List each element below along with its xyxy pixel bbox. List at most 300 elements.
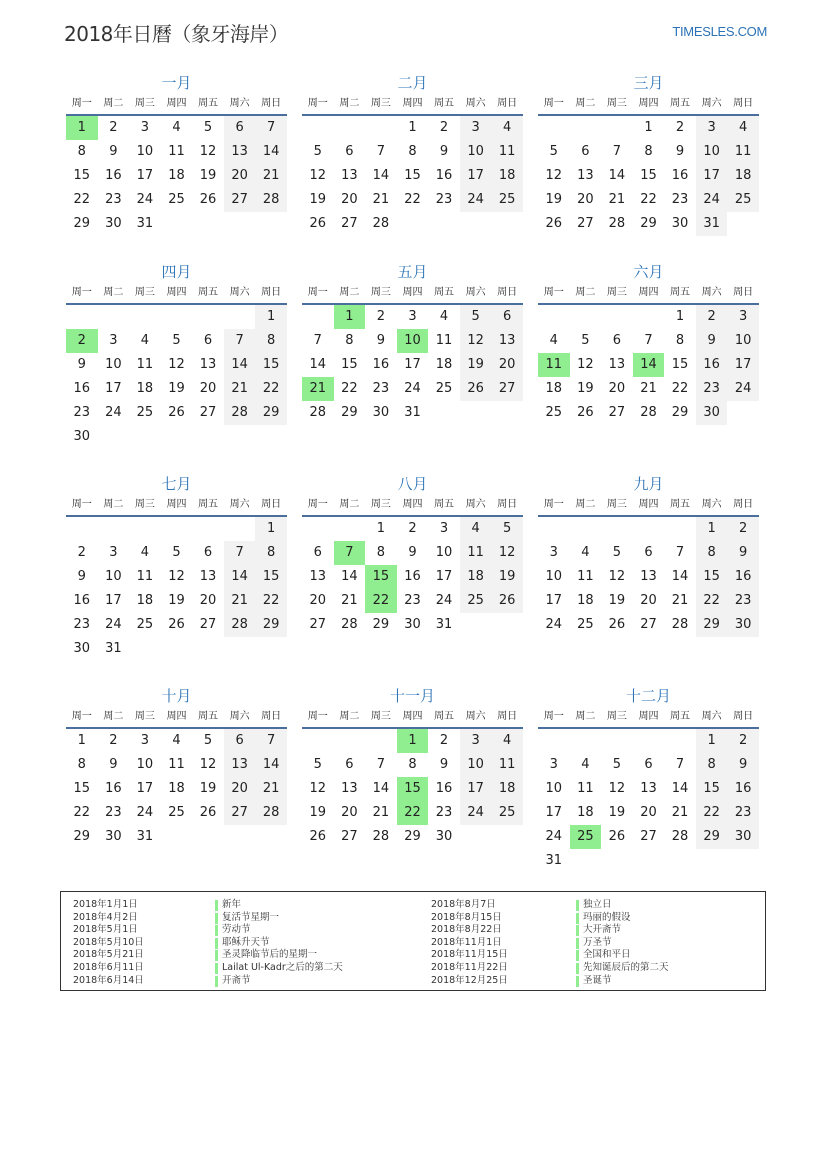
day-cell[interactable]: 21 [372, 805, 390, 820]
day-cell[interactable]: 11 [491, 140, 523, 164]
day-cell[interactable]: 6 [644, 545, 653, 560]
day-cell[interactable]: 8 [696, 541, 728, 565]
day-cell[interactable]: 23 [73, 405, 91, 420]
day-cell[interactable]: 12 [460, 329, 492, 353]
day-cell[interactable]: 26 [168, 405, 185, 420]
day-cell[interactable]: 14 [255, 140, 287, 164]
day-cell-holiday[interactable]: 21 [302, 377, 334, 401]
day-cell[interactable]: 8 [77, 757, 86, 772]
day-cell[interactable]: 17 [136, 168, 154, 183]
day-cell[interactable]: 23 [696, 377, 728, 401]
day-cell[interactable]: 18 [168, 781, 185, 796]
day-cell[interactable]: 28 [671, 617, 689, 632]
day-cell[interactable]: 11 [435, 333, 453, 348]
day-cell[interactable]: 10 [460, 753, 492, 777]
day-cell[interactable]: 10 [435, 545, 453, 560]
day-cell[interactable]: 3 [408, 309, 417, 324]
day-cell[interactable]: 16 [671, 168, 689, 183]
day-cell[interactable]: 28 [255, 801, 287, 825]
day-cell[interactable]: 9 [408, 545, 417, 560]
day-cell[interactable]: 3 [460, 116, 492, 140]
day-cell[interactable]: 23 [404, 593, 421, 608]
day-cell[interactable]: 13 [608, 357, 626, 372]
day-cell[interactable]: 21 [671, 593, 689, 608]
day-cell[interactable]: 27 [491, 377, 523, 401]
day-cell[interactable]: 21 [608, 192, 626, 207]
day-cell[interactable]: 17 [696, 164, 728, 188]
day-cell[interactable]: 16 [73, 593, 91, 608]
day-cell[interactable]: 9 [439, 757, 449, 772]
day-cell[interactable]: 31 [435, 617, 453, 632]
day-cell[interactable]: 23 [671, 192, 689, 207]
day-cell[interactable]: 11 [136, 357, 154, 372]
day-cell[interactable]: 26 [491, 589, 523, 613]
day-cell[interactable]: 27 [640, 617, 657, 632]
day-cell[interactable]: 23 [105, 192, 122, 207]
day-cell[interactable]: 19 [545, 192, 563, 207]
day-cell[interactable]: 14 [224, 565, 256, 589]
day-cell[interactable]: 1 [696, 517, 728, 541]
day-cell[interactable]: 17 [435, 569, 453, 584]
day-cell[interactable]: 2 [408, 521, 417, 536]
day-cell[interactable]: 3 [109, 333, 118, 348]
day-cell[interactable]: 4 [581, 757, 590, 772]
day-cell[interactable]: 6 [203, 545, 213, 560]
day-cell[interactable]: 1 [408, 120, 417, 135]
day-cell[interactable]: 27 [341, 216, 358, 231]
day-cell[interactable]: 19 [199, 168, 217, 183]
day-cell[interactable]: 26 [608, 617, 626, 632]
day-cell[interactable]: 15 [696, 565, 728, 589]
day-cell[interactable]: 23 [435, 192, 453, 207]
day-cell[interactable]: 26 [545, 216, 563, 231]
day-cell[interactable]: 17 [727, 353, 759, 377]
day-cell[interactable]: 20 [199, 381, 217, 396]
site-brand-logo[interactable]: TIMESLES.COM [672, 24, 767, 39]
day-cell[interactable]: 14 [372, 781, 390, 796]
day-cell[interactable]: 25 [460, 589, 492, 613]
day-cell[interactable]: 19 [608, 805, 626, 820]
day-cell[interactable]: 5 [460, 305, 492, 329]
day-cell[interactable]: 3 [140, 733, 150, 748]
day-cell[interactable]: 27 [341, 829, 358, 844]
day-cell[interactable]: 22 [696, 589, 728, 613]
day-cell[interactable]: 2 [727, 517, 759, 541]
day-cell[interactable]: 15 [255, 353, 287, 377]
day-cell[interactable]: 17 [105, 593, 122, 608]
day-cell[interactable]: 5 [612, 757, 622, 772]
day-cell[interactable]: 22 [671, 381, 689, 396]
day-cell[interactable]: 10 [696, 140, 728, 164]
day-cell[interactable]: 20 [640, 593, 657, 608]
day-cell[interactable]: 2 [439, 120, 449, 135]
day-cell[interactable]: 25 [435, 381, 453, 396]
day-cell[interactable]: 29 [640, 216, 657, 231]
day-cell[interactable]: 29 [404, 829, 421, 844]
day-cell-holiday[interactable]: 2 [66, 329, 98, 353]
day-cell[interactable]: 17 [545, 805, 563, 820]
day-cell[interactable]: 6 [491, 305, 523, 329]
day-cell[interactable]: 15 [671, 357, 689, 372]
day-cell[interactable]: 21 [640, 381, 657, 396]
day-cell-holiday[interactable]: 1 [66, 116, 98, 140]
day-cell[interactable]: 7 [675, 757, 685, 772]
day-cell[interactable]: 11 [136, 569, 154, 584]
day-cell[interactable]: 29 [372, 617, 390, 632]
day-cell[interactable]: 2 [696, 305, 728, 329]
day-cell[interactable]: 30 [435, 829, 453, 844]
day-cell[interactable]: 9 [675, 144, 685, 159]
day-cell[interactable]: 8 [644, 144, 653, 159]
day-cell[interactable]: 26 [309, 216, 327, 231]
day-cell[interactable]: 5 [172, 333, 181, 348]
day-cell[interactable]: 20 [640, 805, 657, 820]
day-cell[interactable]: 10 [545, 781, 563, 796]
day-cell[interactable]: 18 [136, 593, 154, 608]
day-cell[interactable]: 8 [255, 329, 287, 353]
day-cell[interactable]: 30 [727, 825, 759, 849]
day-cell[interactable]: 2 [439, 733, 449, 748]
day-cell-holiday[interactable]: 1 [334, 305, 366, 329]
day-cell[interactable]: 17 [460, 777, 492, 801]
day-cell[interactable]: 2 [675, 120, 685, 135]
day-cell[interactable]: 29 [696, 613, 728, 637]
day-cell[interactable]: 29 [73, 829, 91, 844]
day-cell[interactable]: 10 [105, 357, 122, 372]
day-cell[interactable]: 5 [203, 733, 213, 748]
day-cell[interactable]: 31 [404, 405, 421, 420]
day-cell[interactable]: 31 [105, 641, 122, 656]
day-cell[interactable]: 4 [491, 729, 523, 753]
day-cell[interactable]: 28 [671, 829, 689, 844]
day-cell[interactable]: 24 [460, 801, 492, 825]
day-cell[interactable]: 13 [577, 168, 594, 183]
day-cell[interactable]: 29 [671, 405, 689, 420]
day-cell[interactable]: 3 [140, 120, 150, 135]
day-cell[interactable]: 31 [545, 853, 563, 868]
day-cell[interactable]: 26 [168, 617, 185, 632]
day-cell[interactable]: 18 [577, 805, 594, 820]
day-cell[interactable]: 30 [671, 216, 689, 231]
day-cell[interactable]: 14 [671, 569, 689, 584]
day-cell[interactable]: 18 [491, 164, 523, 188]
day-cell-holiday[interactable]: 10 [397, 329, 429, 353]
day-cell[interactable]: 12 [545, 168, 563, 183]
day-cell[interactable]: 10 [136, 757, 154, 772]
day-cell[interactable]: 11 [727, 140, 759, 164]
day-cell[interactable]: 13 [491, 329, 523, 353]
day-cell[interactable]: 6 [313, 545, 322, 560]
day-cell[interactable]: 19 [168, 381, 185, 396]
day-cell[interactable]: 9 [109, 757, 118, 772]
day-cell[interactable]: 24 [136, 805, 154, 820]
day-cell[interactable]: 2 [376, 309, 386, 324]
day-cell[interactable]: 19 [460, 353, 492, 377]
day-cell[interactable]: 26 [608, 829, 626, 844]
day-cell[interactable]: 29 [696, 825, 728, 849]
day-cell[interactable]: 8 [345, 333, 354, 348]
day-cell[interactable]: 18 [460, 565, 492, 589]
day-cell[interactable]: 22 [640, 192, 657, 207]
day-cell[interactable]: 19 [577, 381, 594, 396]
day-cell[interactable]: 25 [545, 405, 563, 420]
day-cell[interactable]: 24 [105, 617, 122, 632]
day-cell[interactable]: 15 [73, 781, 91, 796]
day-cell[interactable]: 26 [577, 405, 594, 420]
day-cell[interactable]: 15 [696, 777, 728, 801]
day-cell[interactable]: 24 [136, 192, 154, 207]
day-cell[interactable]: 23 [105, 805, 122, 820]
day-cell[interactable]: 23 [727, 589, 759, 613]
day-cell[interactable]: 6 [612, 333, 622, 348]
day-cell[interactable]: 4 [140, 545, 150, 560]
day-cell[interactable]: 13 [309, 569, 327, 584]
day-cell[interactable]: 6 [581, 144, 590, 159]
day-cell-holiday[interactable]: 15 [397, 777, 429, 801]
day-cell[interactable]: 18 [491, 777, 523, 801]
day-cell[interactable]: 5 [491, 517, 523, 541]
day-cell[interactable]: 8 [255, 541, 287, 565]
day-cell[interactable]: 7 [376, 757, 386, 772]
day-cell[interactable]: 30 [105, 216, 122, 231]
day-cell-holiday[interactable]: 14 [633, 353, 665, 377]
day-cell[interactable]: 14 [255, 753, 287, 777]
day-cell[interactable]: 22 [404, 192, 421, 207]
day-cell[interactable]: 1 [255, 305, 287, 329]
day-cell[interactable]: 12 [577, 357, 594, 372]
day-cell[interactable]: 30 [73, 429, 91, 444]
day-cell[interactable]: 24 [545, 617, 563, 632]
day-cell[interactable]: 15 [255, 565, 287, 589]
day-cell[interactable]: 26 [309, 829, 327, 844]
day-cell[interactable]: 21 [224, 377, 256, 401]
day-cell[interactable]: 9 [77, 357, 86, 372]
day-cell[interactable]: 20 [341, 192, 358, 207]
day-cell[interactable]: 7 [255, 729, 287, 753]
day-cell[interactable]: 25 [577, 617, 594, 632]
day-cell[interactable]: 1 [255, 517, 287, 541]
day-cell[interactable]: 8 [408, 144, 417, 159]
day-cell[interactable]: 10 [105, 569, 122, 584]
day-cell[interactable]: 29 [255, 613, 287, 637]
day-cell[interactable]: 12 [608, 781, 626, 796]
day-cell[interactable]: 1 [696, 729, 728, 753]
day-cell[interactable]: 18 [136, 381, 154, 396]
day-cell[interactable]: 30 [696, 401, 728, 425]
day-cell[interactable]: 26 [199, 805, 217, 820]
day-cell[interactable]: 2 [727, 729, 759, 753]
day-cell[interactable]: 1 [376, 521, 386, 536]
day-cell[interactable]: 17 [136, 781, 154, 796]
day-cell[interactable]: 25 [491, 188, 523, 212]
day-cell[interactable]: 19 [608, 593, 626, 608]
day-cell[interactable]: 23 [435, 805, 453, 820]
day-cell[interactable]: 28 [372, 829, 390, 844]
day-cell[interactable]: 30 [727, 613, 759, 637]
day-cell[interactable]: 8 [675, 333, 685, 348]
day-cell[interactable]: 19 [199, 781, 217, 796]
day-cell[interactable]: 21 [224, 589, 256, 613]
day-cell[interactable]: 13 [224, 753, 256, 777]
day-cell[interactable]: 13 [341, 781, 358, 796]
day-cell[interactable]: 27 [309, 617, 327, 632]
day-cell[interactable]: 4 [140, 333, 150, 348]
day-cell[interactable]: 17 [404, 357, 421, 372]
day-cell[interactable]: 22 [255, 589, 287, 613]
day-cell[interactable]: 9 [109, 144, 118, 159]
day-cell[interactable]: 9 [439, 144, 449, 159]
day-cell[interactable]: 14 [608, 168, 626, 183]
day-cell[interactable]: 18 [168, 168, 185, 183]
day-cell[interactable]: 9 [727, 753, 759, 777]
day-cell[interactable]: 4 [439, 309, 449, 324]
day-cell[interactable]: 15 [341, 357, 358, 372]
day-cell[interactable]: 15 [73, 168, 91, 183]
day-cell[interactable]: 14 [372, 168, 390, 183]
day-cell[interactable]: 24 [404, 381, 421, 396]
day-cell[interactable]: 6 [224, 729, 256, 753]
day-cell[interactable]: 21 [255, 777, 287, 801]
day-cell[interactable]: 16 [105, 168, 122, 183]
day-cell[interactable]: 11 [168, 144, 185, 159]
day-cell[interactable]: 14 [309, 357, 327, 372]
day-cell[interactable]: 18 [577, 593, 594, 608]
day-cell[interactable]: 20 [608, 381, 626, 396]
day-cell[interactable]: 26 [199, 192, 217, 207]
day-cell[interactable]: 4 [460, 517, 492, 541]
day-cell[interactable]: 13 [224, 140, 256, 164]
day-cell[interactable]: 27 [199, 405, 217, 420]
day-cell[interactable]: 15 [640, 168, 657, 183]
day-cell[interactable]: 25 [168, 192, 185, 207]
day-cell[interactable]: 30 [105, 829, 122, 844]
day-cell[interactable]: 7 [224, 541, 256, 565]
day-cell[interactable]: 13 [341, 168, 358, 183]
day-cell[interactable]: 12 [168, 569, 185, 584]
day-cell[interactable]: 4 [491, 116, 523, 140]
day-cell[interactable]: 27 [199, 617, 217, 632]
day-cell-holiday[interactable]: 22 [397, 801, 429, 825]
day-cell[interactable]: 19 [309, 805, 327, 820]
day-cell[interactable]: 5 [549, 144, 558, 159]
day-cell[interactable]: 7 [224, 329, 256, 353]
day-cell[interactable]: 8 [376, 545, 386, 560]
day-cell[interactable]: 12 [199, 144, 217, 159]
day-cell[interactable]: 7 [255, 116, 287, 140]
day-cell[interactable]: 7 [313, 333, 322, 348]
day-cell[interactable]: 5 [581, 333, 590, 348]
day-cell[interactable]: 25 [727, 188, 759, 212]
day-cell[interactable]: 20 [224, 164, 256, 188]
day-cell[interactable]: 24 [105, 405, 122, 420]
day-cell[interactable]: 4 [549, 333, 558, 348]
day-cell[interactable]: 25 [491, 801, 523, 825]
day-cell[interactable]: 15 [404, 168, 421, 183]
day-cell[interactable]: 24 [545, 829, 563, 844]
day-cell[interactable]: 13 [640, 781, 657, 796]
day-cell[interactable]: 10 [727, 329, 759, 353]
day-cell[interactable]: 24 [696, 188, 728, 212]
day-cell[interactable]: 30 [372, 405, 390, 420]
day-cell[interactable]: 22 [73, 192, 91, 207]
day-cell[interactable]: 16 [696, 353, 728, 377]
day-cell[interactable]: 24 [460, 188, 492, 212]
day-cell[interactable]: 9 [696, 329, 728, 353]
day-cell[interactable]: 17 [460, 164, 492, 188]
day-cell[interactable]: 17 [105, 381, 122, 396]
day-cell[interactable]: 6 [345, 757, 354, 772]
day-cell[interactable]: 28 [640, 405, 657, 420]
day-cell[interactable]: 10 [545, 569, 563, 584]
day-cell[interactable]: 1 [77, 733, 86, 748]
day-cell[interactable]: 31 [136, 216, 154, 231]
day-cell[interactable]: 29 [73, 216, 91, 231]
day-cell[interactable]: 12 [491, 541, 523, 565]
day-cell[interactable]: 27 [577, 216, 594, 231]
day-cell[interactable]: 12 [309, 168, 327, 183]
day-cell-holiday[interactable]: 1 [397, 729, 429, 753]
day-cell[interactable]: 7 [644, 333, 653, 348]
day-cell-holiday[interactable]: 7 [334, 541, 366, 565]
day-cell[interactable]: 3 [727, 305, 759, 329]
day-cell[interactable]: 5 [172, 545, 181, 560]
day-cell-holiday[interactable]: 15 [365, 565, 397, 589]
day-cell[interactable]: 27 [608, 405, 626, 420]
day-cell[interactable]: 24 [727, 377, 759, 401]
day-cell[interactable]: 28 [608, 216, 626, 231]
day-cell[interactable]: 19 [491, 565, 523, 589]
day-cell[interactable]: 7 [376, 144, 386, 159]
day-cell[interactable]: 13 [199, 569, 217, 584]
day-cell[interactable]: 22 [696, 801, 728, 825]
day-cell[interactable]: 11 [460, 541, 492, 565]
day-cell[interactable]: 20 [309, 593, 327, 608]
day-cell[interactable]: 10 [460, 140, 492, 164]
day-cell[interactable]: 9 [376, 333, 386, 348]
day-cell[interactable]: 4 [172, 120, 181, 135]
day-cell[interactable]: 31 [696, 212, 728, 236]
day-cell[interactable]: 23 [727, 801, 759, 825]
day-cell[interactable]: 14 [341, 569, 358, 584]
day-cell[interactable]: 28 [224, 613, 256, 637]
day-cell[interactable]: 12 [168, 357, 185, 372]
day-cell[interactable]: 1 [644, 120, 653, 135]
day-cell[interactable]: 3 [460, 729, 492, 753]
day-cell[interactable]: 6 [203, 333, 213, 348]
day-cell[interactable]: 2 [77, 545, 86, 560]
day-cell[interactable]: 3 [549, 545, 558, 560]
day-cell[interactable]: 26 [460, 377, 492, 401]
day-cell[interactable]: 16 [435, 781, 453, 796]
day-cell[interactable]: 3 [439, 521, 449, 536]
day-cell[interactable]: 27 [224, 188, 256, 212]
day-cell[interactable]: 20 [491, 353, 523, 377]
day-cell[interactable]: 28 [309, 405, 327, 420]
day-cell[interactable]: 17 [545, 593, 563, 608]
day-cell[interactable]: 5 [203, 120, 213, 135]
day-cell[interactable]: 11 [491, 753, 523, 777]
day-cell-holiday[interactable]: 25 [570, 825, 602, 849]
day-cell[interactable]: 7 [612, 144, 622, 159]
day-cell[interactable]: 21 [341, 593, 358, 608]
day-cell[interactable]: 27 [640, 829, 657, 844]
day-cell[interactable]: 5 [313, 757, 322, 772]
day-cell[interactable]: 12 [199, 757, 217, 772]
day-cell[interactable]: 16 [372, 357, 390, 372]
day-cell[interactable]: 10 [136, 144, 154, 159]
day-cell[interactable]: 12 [608, 569, 626, 584]
day-cell[interactable]: 24 [435, 593, 453, 608]
